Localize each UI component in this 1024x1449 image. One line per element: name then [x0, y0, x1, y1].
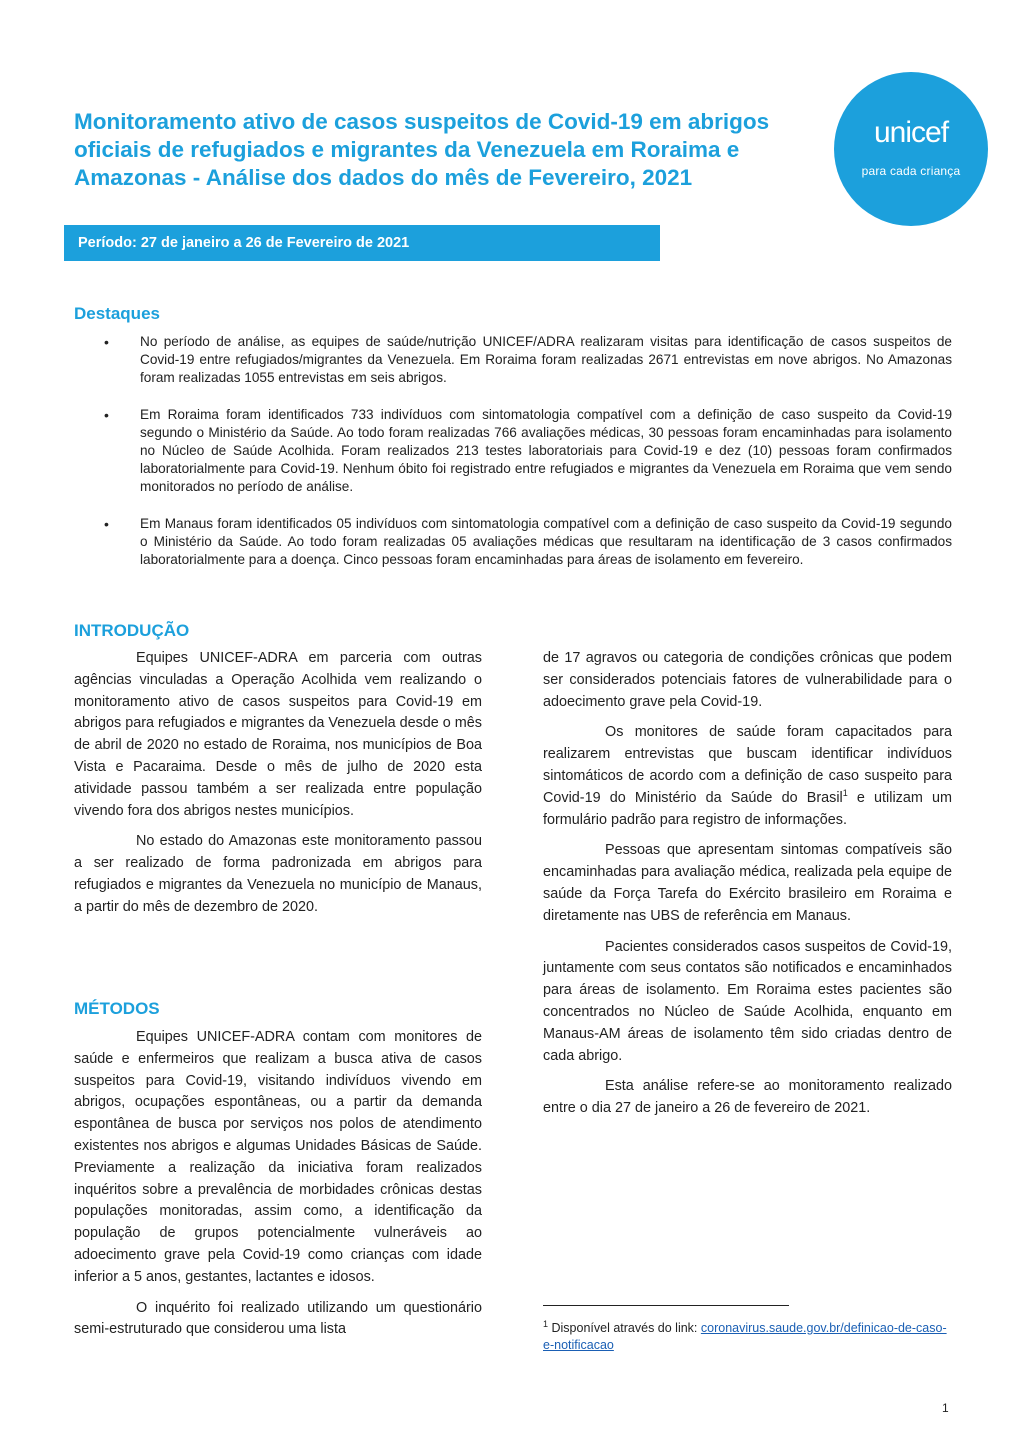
intro-paragraph-2: No estado do Amazonas este monitoramento passou a ser realizado de forma padronizada em abrigos para refugiados e migrantes da Venezuela no município de Manaus, a partir do mês de dezembro de 2020.	[74, 833, 482, 915]
right-paragraph-3: Pacientes considerados casos suspeitos de Covid-19, juntamente com seus contatos são notificados e encaminhados para áreas de isolamento. Em Roraima estes pacientes são concentrados no Núcleo de Saúde Acolhida, enquanto em Manaus-AM áreas de isolamento têm sido criadas dentro de cada abrigo.	[543, 938, 952, 1064]
list-item	[100, 333, 952, 388]
intro-body	[74, 648, 482, 928]
logo-tagline: para cada criança	[861, 164, 961, 178]
highlights-list	[100, 333, 952, 587]
footnote-link[interactable]: coronavirus.saude.gov.br/definicao-de-caso-e-notificacao	[543, 1321, 947, 1352]
list-item	[100, 515, 952, 570]
list-item	[100, 406, 952, 497]
highlight-text: Em Roraima foram identificados 733 indivíduos com sintomatologia compatível com a definição de caso suspeito da Covid-19 segundo o Ministério da Saúde. Ao todo foram realizadas 766 avaliações médicas, 30 pessoas foram encaminhadas para isolamento no Núcleo de Saúde Acolhida. Foram realizados 213 testes laboratoriais para Covid-19 e dez (10) pessoas foram confirmados laboratorialmente para Covid-19. Nenhum óbito foi registrado entre refugiados e migrantes da Venezuela em Roraima que vem sendo monitorados no período de análise.	[140, 406, 952, 495]
intro-heading: INTRODUÇÃO	[74, 621, 190, 640]
footnote-text: Disponível através do link:	[548, 1321, 701, 1335]
bullet-icon: •	[104, 515, 109, 532]
page-number: 1	[942, 1401, 949, 1415]
bullet-icon: •	[104, 334, 109, 350]
highlights-heading: Destaques	[74, 304, 160, 323]
unicef-logo	[834, 72, 988, 226]
footnote-mark: 1	[543, 1318, 549, 1329]
right-paragraph-0: de 17 agravos ou categoria de condições crônicas que podem ser considerados potenciais fatores de vulnerabilidade para o adoecimento grave pela Covid-19.	[543, 650, 952, 710]
methods-paragraph-1: Equipes UNICEF-ADRA contam com monitores de saúde e enfermeiros que realizam a busca ativa de casos suspeitos para Covid-19, visitando indivíduos vivendo em abrigos, ocupações espontâneas, ou a partir da demanda espontânea de busca por serviços nos polos de atendimento existentes nos abrigos e algumas Unidades Básicas de Saúde. Previamente a realização da iniciativa foram realizados inquéritos sobre a prevalência de morbidades crônicas destas populações monitoradas, assim como, a identificação da população de grupos potencialmente vulneráveis ao adoecimento grave pela Covid-19 como crianças com idade inferior a 5 anos, gestantes, lactantes e idosos.	[74, 1029, 482, 1285]
document-title: Monitoramento ativo de casos suspeitos de Covid-19 em abrigos oficiais de refugiados e migrantes da Venezuela em Roraima e Amazonas - Análise dos dados do mês de Fevereiro, 2021	[74, 109, 770, 190]
footnote	[543, 1320, 953, 1354]
right-paragraph-1-text-a: Os monitores de saúde foram capacitados para realizarem entrevistas que buscam identificar indivíduos sintomáticos de acordo com a definição de caso suspeito para Covid-19 do Ministério da Saúde do Brasil	[543, 724, 952, 806]
methods-body	[74, 1027, 482, 1350]
methods-paragraph-2: O inquérito foi realizado utilizando um questionário semi-estruturado que considerou uma lista	[74, 1299, 482, 1338]
right-column	[543, 648, 952, 1129]
period-banner: Período: 27 de janeiro a 26 de Fevereiro de 2021	[64, 225, 660, 261]
footnote-divider	[543, 1305, 789, 1306]
right-paragraph-4: Esta análise refere-se ao monitoramento realizado entre o dia 27 de janeiro a 26 de fevereiro de 2021.	[543, 1078, 952, 1117]
right-paragraph-1-text-b: e utilizam um formulário padrão para registro de informações.	[543, 789, 952, 828]
footnote-reference: 1	[842, 787, 848, 798]
intro-paragraph-1: Equipes UNICEF-ADRA em parceria com outras agências vinculadas a Operação Acolhida vem realizando o monitoramento ativo de casos suspeitos para Covid-19 em abrigos para refugiados e migrantes da Venezuela desde o mês de abril de 2020 no estado de Roraima, nos municípios de Boa Vista e Pacaraima. Desde o mês de julho de 2020 esta atividade passou também a ser realizada entre população vivendo fora dos abrigos nestes municípios.	[74, 650, 482, 819]
highlight-text: No período de análise, as equipes de saúde/nutrição UNICEF/ADRA realizaram visitas para identificação de casos suspeitos de Covid-19 entre refugiados/migrantes da Venezuela. Em Roraima foram realizadas 2671 entrevistas em nove abrigos. No Amazonas foram realizadas 1055 entrevistas em seis abrigos.	[140, 334, 952, 386]
logo-wordmark: unicef	[873, 116, 949, 149]
right-paragraph-1	[543, 722, 952, 831]
highlight-text: Em Manaus foram identificados 05 indivíduos com sintomatologia compatível com a definição de caso suspeito da Covid-19 segundo o Ministério da Saúde. Ao todo foram realizadas 05 avaliações médicas que resultaram na identificação de 3 casos confirmados laboratorialmente para a doença. Cinco pessoas foram encaminhadas para áreas de isolamento em fevereiro.	[140, 515, 952, 568]
right-paragraph-2: Pessoas que apresentam sintomas compatíveis são encaminhadas para avaliação médica, realizada pela equipe de saúde da Força Tarefa do Exército brasileiro em Roraima e diretamente nas UBS de referência em Manaus.	[543, 842, 952, 924]
methods-heading: MÉTODOS	[74, 999, 160, 1018]
bullet-icon: •	[104, 406, 109, 423]
